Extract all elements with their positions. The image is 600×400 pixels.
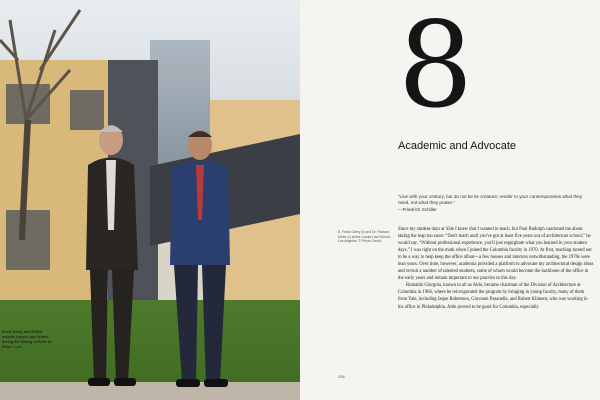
photo-caption-title: Frank Gehry and RAMS outside Loyola Law School during the filming of Pride of Place — [2, 330, 52, 349]
man-right-figure — [160, 125, 240, 390]
photo-caption-credit: Credit — [12, 344, 22, 349]
side-caption: 8. Frank Gehry (l) and Dr. Richard Meier (r) at the Loyola Law School, Los Angeles. © Photo Credit. — [338, 230, 391, 244]
chapter-number: 8 — [398, 0, 474, 134]
epigraph-attribution: —Friedrich Schiller — [398, 206, 437, 212]
tree — [0, 0, 85, 240]
photo-caption — [2, 330, 54, 349]
epigraph — [398, 194, 592, 213]
body-paragraph: Since my student days at Yale I knew that I wanted to teach, but Paul Rudolph cautioned me about taking the leap too soon: “Don't teach until you've got at least five years out of architecture school,” he would say. “Without professional experience, you'll just regurgitate what you learned in your student days.” I was right on the mark when I joined the Columbia faculty in 1970. At first, teaching turned out to be a way to help keep the office afloat—a few houses and interiors notwithstanding, the 1970s were lean years. Over time, however, academia provided a platform to advocate my architectural design ideas and recruit a number of talented students, some of whom would become the backbone of the office in the early years and remain important to our practice to this day. — [398, 227, 594, 282]
chapter-title: Academic and Advocate — [398, 140, 517, 152]
epigraph-quote: “Live with your century, but do not be its creature; render to your contemporaries what they need, not what they praise.” — [398, 194, 583, 206]
text-page — [300, 0, 600, 400]
page-number: 206 — [338, 374, 345, 379]
body-paragraph: Romaldo Giurgola, known to all as Aldo, became chairman of the Division of Architecture at Columbia in 1966, where he reinvigorated the program by bringing in young faculty, many of them from Yale, including Jaque Robertson, Giovanni Pasanella, and Robert Kliment, who was working in his office in Philadelphia. Aldo proved to be good for Columbia, especially — [398, 283, 588, 310]
body-text — [398, 226, 594, 311]
curb — [0, 382, 300, 400]
man-left-figure — [78, 120, 148, 390]
